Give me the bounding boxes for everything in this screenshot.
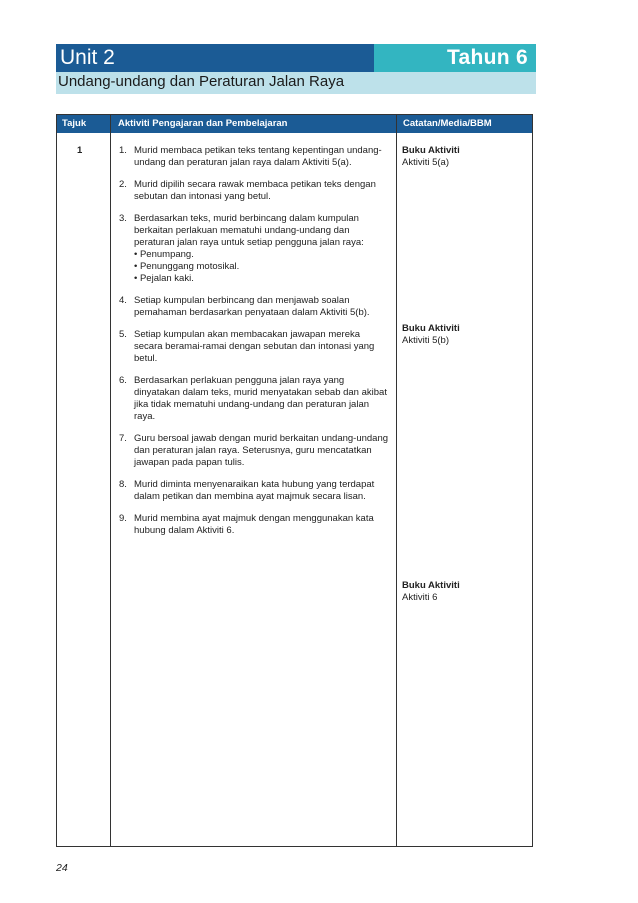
note-text: Aktiviti 6 <box>402 592 438 603</box>
item-text: Setiap kumpulan berbincang dan menjawab soalan pemahaman berdasarkan penyataan dalam Aktiviti 5(b). <box>134 295 370 318</box>
list-item <box>119 329 389 365</box>
list-item <box>119 213 389 285</box>
bullet-item: • Pejalan kaki. <box>134 273 194 284</box>
list-item <box>119 375 389 423</box>
unit-subtitle: Undang-undang dan Peraturan Jalan Raya <box>58 73 345 90</box>
list-item <box>119 433 389 469</box>
item-text: Murid membina ayat majmuk dengan menggunakan kata hubung dalam Aktiviti 6. <box>134 513 374 536</box>
note-activity-5b <box>402 323 460 347</box>
item-number: 6. <box>119 375 127 386</box>
list-item <box>119 513 389 537</box>
item-text: Berdasarkan teks, murid berbincang dalam kumpulan berkaitan perlakuan mematuhi undang-undang dan peraturan jalan raya untuk setiap pengguna jalan raya: <box>134 213 364 248</box>
note-title: Buku Aktiviti <box>402 323 460 334</box>
column-divider <box>110 115 111 846</box>
list-item <box>119 479 389 503</box>
note-activity-5a <box>402 145 460 169</box>
column-divider <box>396 115 397 846</box>
tajuk-value: 1 <box>77 145 83 156</box>
item-number: 8. <box>119 479 127 490</box>
list-item <box>119 145 389 169</box>
item-text: Berdasarkan perlakuan pengguna jalan raya yang dinyatakan dalam teks, murid menyatakan sebab dan akibat jika tidak mematuhi undang-undang dan peraturan jalan raya. <box>134 375 387 422</box>
note-text: Aktiviti 5(a) <box>402 157 449 168</box>
item-number: 3. <box>119 213 127 224</box>
page-number: 24 <box>56 862 68 874</box>
item-number: 2. <box>119 179 127 190</box>
list-item <box>119 179 389 203</box>
note-title: Buku Aktiviti <box>402 580 460 591</box>
item-text: Murid dipilih secara rawak membaca petikan teks dengan sebutan dan intonasi yang betul. <box>134 179 376 202</box>
bullet-list <box>134 249 389 285</box>
year-title: Tahun 6 <box>374 44 536 72</box>
unit-banner <box>56 44 536 72</box>
lesson-table <box>56 114 533 847</box>
bullet-item: • Penumpang. <box>134 249 194 260</box>
list-item <box>119 295 389 319</box>
item-number: 1. <box>119 145 127 156</box>
note-activity-6 <box>402 580 460 604</box>
item-text: Guru bersoal jawab dengan murid berkaitan undang-undang dan peraturan jalan raya. Seterusnya, guru mencatatkan jawapan pada papan tulis. <box>134 433 389 468</box>
header-aktiviti: Aktiviti Pengajaran dan Pembelajaran <box>118 118 288 129</box>
item-number: 9. <box>119 513 127 524</box>
note-title: Buku Aktiviti <box>402 145 460 156</box>
item-number: 4. <box>119 295 127 306</box>
note-text: Aktiviti 5(b) <box>402 335 449 346</box>
table-header <box>57 115 532 133</box>
item-text: Murid diminta menyenaraikan kata hubung yang terdapat dalam petikan dan membina ayat majmuk secara lisan. <box>134 479 375 502</box>
unit-title: Unit 2 <box>56 44 374 72</box>
header-tajuk: Tajuk <box>62 118 87 129</box>
activity-list <box>119 145 389 547</box>
item-number: 7. <box>119 433 127 444</box>
header-catatan: Catatan/Media/BBM <box>403 118 492 129</box>
item-text: Setiap kumpulan akan membacakan jawapan mereka secara beramai-ramai dengan sebutan dan intonasi yang betul. <box>134 329 375 364</box>
item-text: Murid membaca petikan teks tentang kepentingan undang-undang dan peraturan jalan raya dalam Aktiviti 5(a). <box>134 145 382 168</box>
item-number: 5. <box>119 329 127 340</box>
bullet-item: • Penunggang motosikal. <box>134 261 240 272</box>
